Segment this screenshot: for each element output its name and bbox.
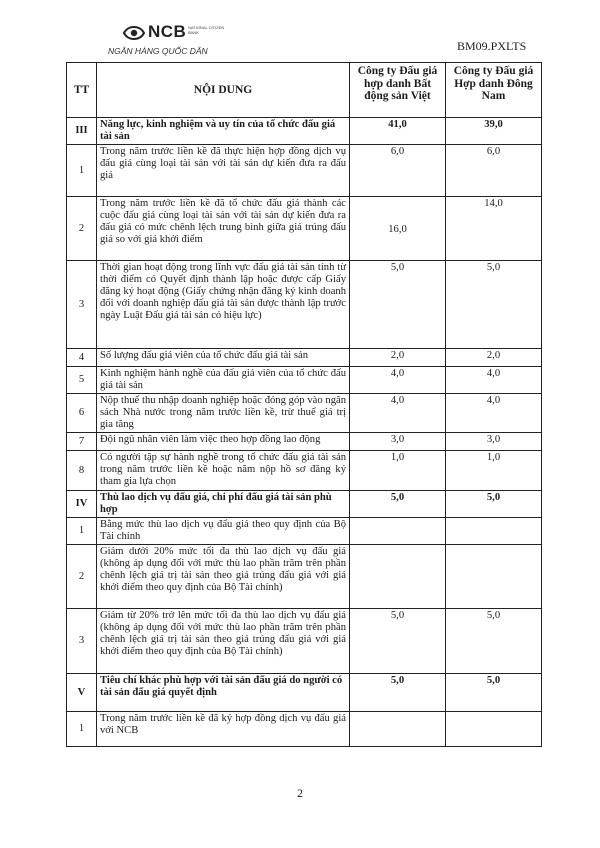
table-section-row: [67, 118, 542, 145]
ncb-logo: [108, 21, 228, 57]
row-value-company-2: 1,0: [446, 451, 542, 491]
header-content: NỘI DUNG: [97, 63, 350, 118]
table-row: [67, 712, 542, 747]
row-value-company-1: 6,0: [350, 145, 446, 197]
row-value-company-2: 5,0: [446, 609, 542, 674]
table-body: [67, 118, 542, 747]
row-value-company-1: 5,0: [350, 674, 446, 712]
row-value-company-1: 5,0: [350, 609, 446, 674]
table-row: [67, 433, 542, 451]
row-content: Có người tập sự hành nghề trong tổ chức đấu giá tài sản trong năm trước liền kề hoặc năm nộp hồ sơ đăng ký tham gia lựa chọn: [97, 451, 350, 491]
table-row: [67, 545, 542, 609]
table-row: [67, 349, 542, 367]
row-content: Kinh nghiệm hành nghề của đấu giá viên của tổ chức đấu giá tài sản: [97, 367, 350, 394]
header-tt: TT: [67, 63, 97, 118]
row-value-company-2: 39,0: [446, 118, 542, 145]
row-value-company-1: 4,0: [350, 367, 446, 394]
table-row: [67, 394, 542, 433]
row-content: Trong năm trước liền kề đã tổ chức đấu giá thành các cuộc đấu giá cùng loại tài sản với tài sản dự kiến đưa ra đấu giá có mức chênh lệch trung bình giữa giá trúng đấu giá so với giá khởi điểm: [97, 197, 350, 261]
table-row: [67, 518, 542, 545]
row-value-company-1: 1,0: [350, 451, 446, 491]
row-tt: 3: [67, 609, 97, 674]
row-value-company-1: [350, 712, 446, 747]
row-value-company-1: [350, 518, 446, 545]
row-content: Giảm dưới 20% mức tối đa thù lao dịch vụ đấu giá (không áp dụng đối với mức thù lao phần trăm trên phần chênh lệch giá trị tài sản theo giá trúng đấu giá với giá khởi điểm theo quy định của Bộ Tài chính): [97, 545, 350, 609]
row-tt: 2: [67, 197, 97, 261]
row-value-company-2: 4,0: [446, 367, 542, 394]
row-tt: 4: [67, 349, 97, 367]
row-tt: 5: [67, 367, 97, 394]
row-tt: V: [67, 674, 97, 712]
row-value-company-1: 2,0: [350, 349, 446, 367]
row-value-company-2: 14,0: [446, 197, 542, 261]
table-row: [67, 451, 542, 491]
row-content: Số lượng đấu giá viên của tổ chức đấu giá tài sản: [97, 349, 350, 367]
row-tt: III: [67, 118, 97, 145]
row-content: Thời gian hoạt động trong lĩnh vực đấu giá tài sản tính từ thời điểm có Quyết định thành lập hoặc được cấp Giấy đăng ký hoạt động (Giấy chứng nhận đăng ký kinh doanh đối với doanh nghiệp đấu giá tài sản được thành lập trước ngày Luật Đấu giá tài sản có hiệu lực): [97, 261, 350, 349]
table-row: [67, 261, 542, 349]
page-number: 2: [297, 786, 303, 800]
row-tt: 3: [67, 261, 97, 349]
table-row: [67, 197, 542, 261]
ncb-logo-icon: [122, 23, 146, 43]
row-value-company-1: 16,0: [350, 197, 446, 261]
logo-text: NCB: [148, 22, 187, 41]
row-value-company-2: [446, 545, 542, 609]
row-value-company-1: 5,0: [350, 491, 446, 518]
logo-subtext: NATIONAL CITIZEN BANK: [188, 25, 225, 35]
row-value-company-1: [350, 545, 446, 609]
row-tt: 1: [67, 712, 97, 747]
row-content: Tiêu chí khác phù hợp với tài sản đấu giá do người có tài sản đấu giá quyết định: [97, 674, 350, 712]
logo-tagline: NGÂN HÀNG QUỐC DÂN: [108, 46, 208, 56]
table-section-row: [67, 674, 542, 712]
table-row: [67, 145, 542, 197]
row-tt: 8: [67, 451, 97, 491]
row-content: Bằng mức thù lao dịch vụ đấu giá theo quy định của Bộ Tài chính: [97, 518, 350, 545]
header-company-2: Công ty Đấu giá Hợp danh Đông Nam: [446, 63, 542, 118]
row-value-company-2: [446, 712, 542, 747]
row-value-company-2: 2,0: [446, 349, 542, 367]
row-content: Nộp thuế thu nhập doanh nghiệp hoặc đóng góp vào ngân sách Nhà nước trong năm trước liền kề, trừ thuế giá trị gia tăng: [97, 394, 350, 433]
row-tt: IV: [67, 491, 97, 518]
row-value-company-2: 3,0: [446, 433, 542, 451]
row-value-company-1: 4,0: [350, 394, 446, 433]
row-content: Thù lao dịch vụ đấu giá, chi phí đấu giá tài sản phù hợp: [97, 491, 350, 518]
row-tt: 2: [67, 545, 97, 609]
row-value-company-2: [446, 518, 542, 545]
table-row: [67, 609, 542, 674]
row-tt: 6: [67, 394, 97, 433]
evaluation-table: [66, 62, 542, 747]
row-content: Năng lực, kinh nghiệm và uy tín của tổ chức đấu giá tài sản: [97, 118, 350, 145]
row-value-company-2: 5,0: [446, 491, 542, 518]
row-tt: 1: [67, 145, 97, 197]
row-value-company-1: 41,0: [350, 118, 446, 145]
row-value-company-2: 5,0: [446, 674, 542, 712]
row-content: Trong năm trước liền kề đã thực hiện hợp đồng dịch vụ đấu giá cùng loại tài sản với tài sản dự kiến đưa ra đấu giá: [97, 145, 350, 197]
row-value-company-1: 3,0: [350, 433, 446, 451]
table-section-row: [67, 491, 542, 518]
row-content: Giảm từ 20% trở lên mức tối đa thù lao dịch vụ đấu giá (không áp dụng đối với mức thù lao phần trăm trên phần chênh lệch giá trị tài sản theo giá trúng đấu giá với giá khởi điểm theo quy định của Bộ Tài chính): [97, 609, 350, 674]
table-row: [67, 367, 542, 394]
row-value-company-2: 4,0: [446, 394, 542, 433]
row-tt: 1: [67, 518, 97, 545]
document-code: BM09.PXLTS: [457, 39, 527, 53]
row-content: Đội ngũ nhân viên làm việc theo hợp đồng lao động: [97, 433, 350, 451]
row-content: Trong năm trước liền kề đã ký hợp đồng dịch vụ đấu giá với NCB: [97, 712, 350, 747]
table-header-row: [67, 63, 542, 118]
row-tt: 7: [67, 433, 97, 451]
row-value-company-2: 6,0: [446, 145, 542, 197]
row-value-company-1: 5,0: [350, 261, 446, 349]
header-company-1: Công ty Đấu giá hợp danh Bất động sản Việt: [350, 63, 446, 118]
row-value-company-2: 5,0: [446, 261, 542, 349]
